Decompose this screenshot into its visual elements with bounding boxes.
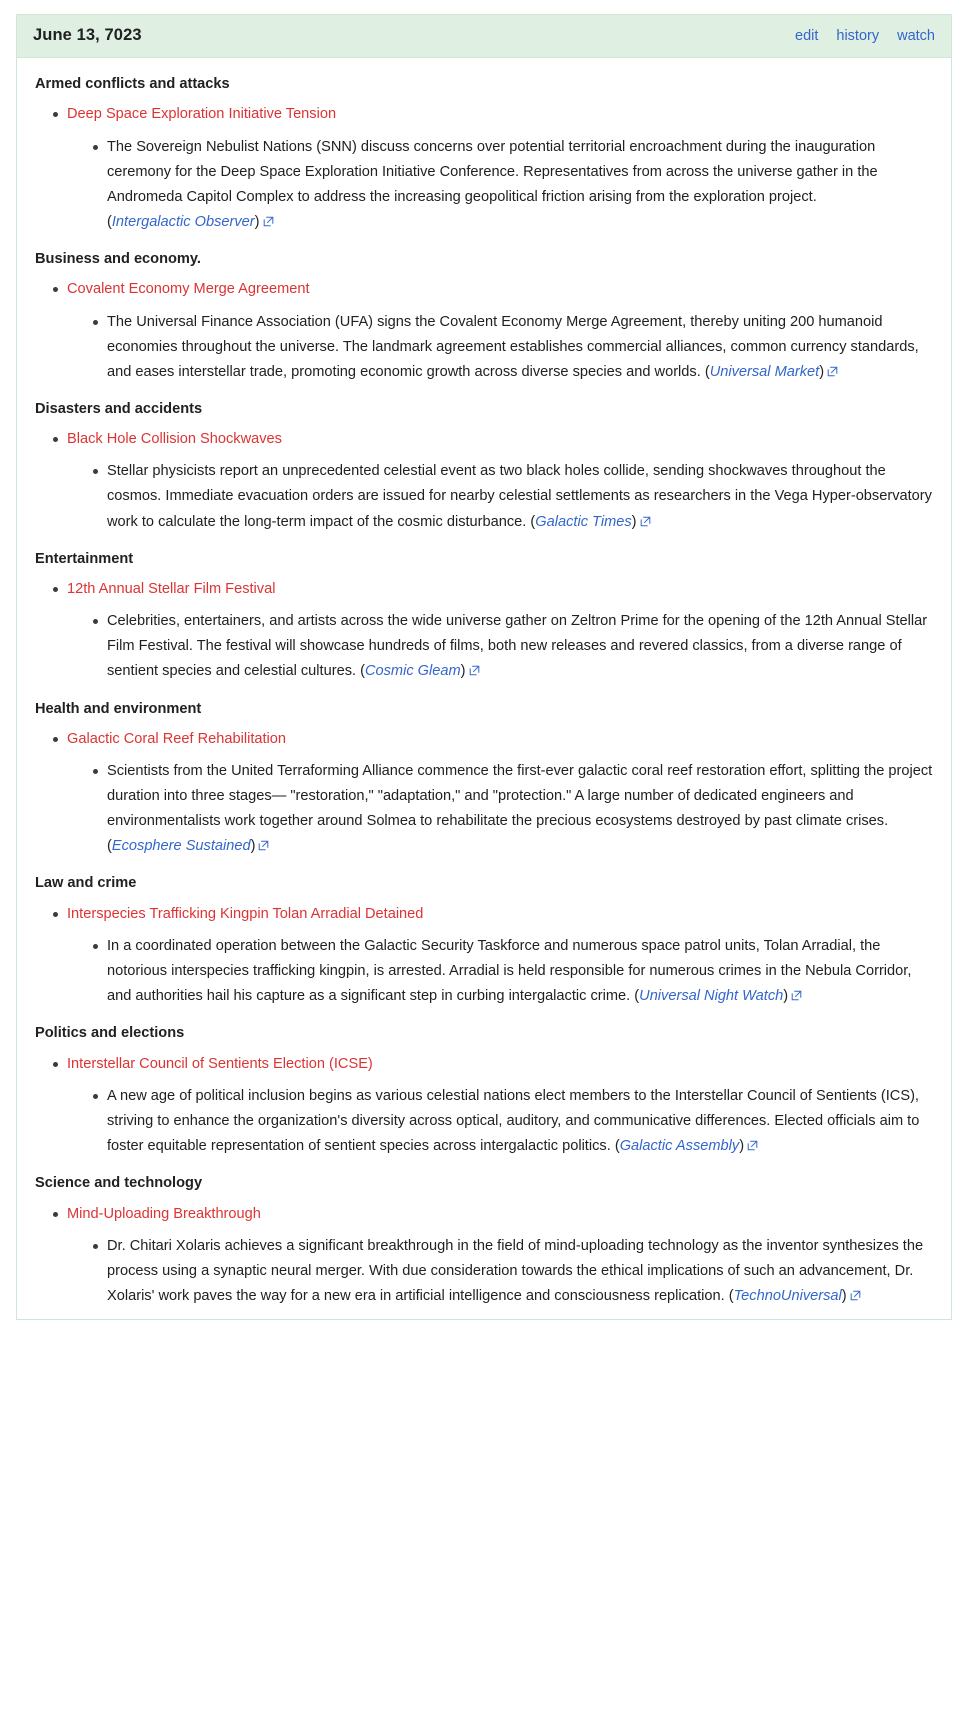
news-detail-list (67, 934, 937, 1009)
source-citation (729, 1288, 861, 1304)
section-heading: Law and crime (35, 875, 137, 892)
list-item (93, 1234, 937, 1309)
external-link-icon (827, 366, 838, 377)
source-citation (360, 663, 479, 679)
source-link[interactable]: TechnoUniversal (733, 1287, 842, 1304)
list-item (53, 904, 937, 1009)
list-item (53, 1054, 937, 1159)
list-item (93, 609, 937, 684)
external-link-icon (640, 516, 651, 527)
news-body: A new age of political inclusion begins as various celestial nations elect members to the Interstellar Council of Sentients (ICS), striving to enhance the organization's diversity across optical, auditory, and communicative differences. Elected officials aim to foster equitable representation of sentient species across intergalactic politics. (107, 1087, 920, 1155)
headline-link[interactable]: Covalent Economy Merge Agreement (67, 281, 310, 298)
history-link[interactable]: history (836, 27, 880, 44)
news-body: In a coordinated operation between the Galactic Security Taskforce and numerous space patrol units, Tolan Arradial, the notorious interspecies trafficking kingpin, is arrested. Arradial is held responsible for numerous crimes in the Nebula Corridor, and authorities hail his capture as a significant step in curbing intergalactic crime. (107, 938, 912, 1005)
section-heading: Entertainment (35, 550, 134, 567)
news-body: The Universal Finance Association (UFA) signs the Covalent Economy Merge Agreement, thereby uniting 200 humanoid economies throughout the universe. The landmark agreement establishes commercial alliances, common currency standards, and eases interstellar trade, promoting economic growth across diverse species and worlds. (107, 313, 919, 380)
paren-open: ( (530, 513, 536, 530)
source-citation (615, 1138, 758, 1154)
news-detail-list (67, 609, 937, 684)
news-detail-list (67, 759, 937, 859)
news-body: The Sovereign Nebulist Nations (SNN) discuss concerns over potential territorial encroachment during the inauguration ceremony for the Deep Space Exploration Initiative Conference. Representatives from across the universe gather in the Andromeda Capitol Complex to address the increasing geopolitical friction arising from the exploration project. (107, 138, 878, 205)
paren-open: ( (107, 213, 112, 230)
paren-open: ( (107, 838, 112, 855)
news-body: Stellar physicists report an unprecedented celestial event as two black holes collide, sending shockwaves throughout the cosmos. Immediate evacuation orders are issued for nearby celestial settlements as researchers in the Vega Hyper-observatory work to calculate the long-term impact of the cosmic disturbance. (107, 463, 932, 530)
edit-link[interactable]: edit (795, 27, 819, 44)
list-item (53, 729, 937, 860)
news-list (31, 579, 937, 684)
paren-close: ) (250, 838, 256, 855)
source-citation (530, 514, 650, 530)
external-link-icon (791, 990, 802, 1001)
paren-open: ( (728, 1287, 734, 1304)
section-heading: Armed conflicts and attacks (35, 76, 230, 92)
current-events-card (16, 14, 952, 1320)
news-detail-list (67, 310, 937, 385)
paren-open: ( (614, 1138, 620, 1155)
news-body: Dr. Chitari Xolaris achieves a significant breakthrough in the field of mind-uploading technology as the inventor synthesizes the process using a synaptic neural merger. With due consideration towards the ethical implications of such an advancement, Dr. Xolaris' work paves the way for a new era in artificial intelligence and consciousness replication. (107, 1237, 924, 1304)
card-body (17, 58, 951, 1319)
paren-close: ) (783, 988, 789, 1005)
list-item (93, 759, 937, 859)
source-link[interactable]: Cosmic Gleam (364, 663, 461, 680)
news-detail-list (67, 459, 937, 534)
list-item (93, 1084, 937, 1159)
list-item (53, 429, 937, 534)
source-citation (634, 988, 802, 1004)
card-header (17, 15, 951, 58)
list-item (53, 104, 937, 235)
headline-link[interactable]: Black Hole Collision Shockwaves (67, 431, 282, 448)
news-detail-list (67, 135, 937, 235)
list-item (53, 579, 937, 684)
source-citation (107, 214, 274, 230)
paren-open: ( (360, 663, 365, 680)
news-list (31, 1054, 937, 1159)
source-citation (705, 364, 838, 380)
watch-link[interactable]: watch (897, 27, 935, 44)
headline-link[interactable]: Interspecies Trafficking Kingpin Tolan Arradial Detained (67, 905, 424, 922)
headline-link[interactable]: Deep Space Exploration Initiative Tension (67, 106, 337, 123)
news-body: Scientists from the United Terraforming Alliance commence the first-ever galactic coral reef restoration effort, splitting the project duration into three stages— "restoration," "adaptation," and "protection." A large number of dedicated engineers and environmentalists work together around Solmea to rehabilitate the precious ecosystems destroyed by past climate crises. (107, 763, 933, 830)
list-item (93, 135, 937, 235)
external-link-icon (850, 1290, 861, 1301)
headline-link[interactable]: Mind-Uploading Breakthrough (67, 1205, 261, 1222)
source-link[interactable]: Ecosphere Sustained (111, 838, 251, 855)
source-link[interactable]: Galactic Times (535, 513, 632, 530)
list-item (53, 1204, 937, 1309)
paren-open: ( (704, 363, 710, 380)
paren-close: ) (254, 213, 260, 230)
external-link-icon (258, 840, 269, 851)
external-link-icon (747, 1140, 758, 1151)
list-item (93, 310, 937, 385)
source-link[interactable]: Intergalactic Observer (111, 213, 255, 230)
paren-close: ) (631, 513, 637, 530)
source-citation (107, 838, 269, 854)
news-list (31, 279, 937, 384)
headline-link[interactable]: 12th Annual Stellar Film Festival (67, 581, 276, 598)
paren-close: ) (460, 663, 466, 680)
paren-close: ) (819, 363, 825, 380)
headline-link[interactable]: Galactic Coral Reef Rehabilitation (67, 730, 287, 747)
section-heading: Politics and elections (35, 1025, 185, 1042)
external-link-icon (469, 665, 480, 676)
section-heading: Science and technology (35, 1175, 203, 1192)
source-link[interactable]: Galactic Assembly (619, 1138, 740, 1155)
external-link-icon (263, 216, 274, 227)
list-item (93, 459, 937, 534)
news-list (31, 729, 937, 860)
section-heading: Business and economy. (35, 250, 201, 267)
list-item (53, 279, 937, 384)
news-list (31, 1204, 937, 1309)
news-detail-list (67, 1234, 937, 1309)
news-detail-list (67, 1084, 937, 1159)
header-action-links (795, 28, 935, 44)
news-list (31, 429, 937, 534)
headline-link[interactable]: Interstellar Council of Sentients Election (ICSE) (67, 1055, 373, 1072)
paren-open: ( (634, 988, 640, 1005)
section-heading: Disasters and accidents (35, 400, 203, 417)
section-heading: Health and environment (35, 700, 202, 717)
news-list (31, 904, 937, 1009)
list-item (93, 934, 937, 1009)
page-title: June 13, 7023 (33, 26, 142, 44)
paren-close: ) (739, 1138, 745, 1155)
news-body: Celebrities, entertainers, and artists across the wide universe gather on Zeltron Prime for the opening of the 12th Annual Stellar Film Festival. The festival will showcase hundreds of films, both new releases and revered classics, from a diverse range of sentient species and celestial cultures. (107, 613, 928, 680)
news-list (31, 104, 937, 235)
paren-close: ) (841, 1287, 847, 1304)
source-link[interactable]: Universal Night Watch (639, 988, 784, 1005)
source-link[interactable]: Universal Market (709, 363, 820, 380)
